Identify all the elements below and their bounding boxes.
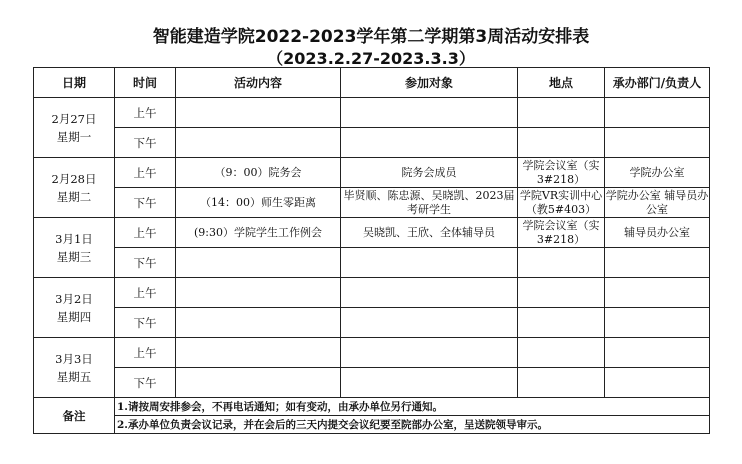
organizer-cell bbox=[605, 308, 710, 338]
location-cell bbox=[518, 338, 605, 368]
header-participants: 参加对象 bbox=[341, 68, 518, 98]
participants-cell bbox=[341, 308, 518, 338]
activity-cell bbox=[176, 128, 341, 158]
schedule-date-range: （2023.2.27-2023.3.3） bbox=[267, 49, 475, 68]
activity-cell bbox=[176, 368, 341, 398]
header-row bbox=[34, 68, 710, 98]
location-cell bbox=[518, 308, 605, 338]
activity-cell: (9:30）学院学生工作例会 bbox=[176, 218, 341, 248]
participants-cell bbox=[341, 128, 518, 158]
activity-cell bbox=[176, 278, 341, 308]
time-cell: 上午 bbox=[115, 98, 176, 128]
date-label: 3月3日 bbox=[55, 351, 93, 366]
header-location: 地点 bbox=[518, 68, 605, 98]
participants-cell: 毕贤顺、陈忠源、吴晓凯、2023届考研学生 bbox=[341, 188, 518, 218]
participants-cell: 院务会成员 bbox=[341, 158, 518, 188]
activity-cell bbox=[176, 308, 341, 338]
notes-label: 备注 bbox=[34, 398, 115, 434]
organizer-cell bbox=[605, 278, 710, 308]
time-cell: 下午 bbox=[115, 188, 176, 218]
header-date: 日期 bbox=[34, 68, 115, 98]
location-cell: 学院VR实训中心（教5#403） bbox=[518, 188, 605, 218]
location-cell bbox=[518, 248, 605, 278]
location-cell: 学院会议室（实3#218） bbox=[518, 158, 605, 188]
activity-cell bbox=[176, 98, 341, 128]
organizer-cell bbox=[605, 338, 710, 368]
time-cell: 下午 bbox=[115, 128, 176, 158]
date-label: 2月27日 bbox=[51, 111, 97, 126]
date-cell bbox=[34, 98, 115, 158]
notes-row bbox=[34, 416, 710, 434]
time-cell: 上午 bbox=[115, 338, 176, 368]
table-row bbox=[34, 218, 710, 248]
participants-cell bbox=[341, 278, 518, 308]
date-label: 3月1日 bbox=[55, 231, 93, 246]
location-cell bbox=[518, 278, 605, 308]
date-cell bbox=[34, 218, 115, 278]
location-cell bbox=[518, 368, 605, 398]
activity-cell: （14：00）师生零距离 bbox=[176, 188, 341, 218]
organizer-cell: 学院办公室 辅导员办公室 bbox=[605, 188, 709, 216]
date-cell bbox=[34, 338, 115, 398]
header-time: 时间 bbox=[115, 68, 176, 98]
header-organizer: 承办部门/负责人 bbox=[605, 68, 710, 98]
activity-cell bbox=[176, 248, 341, 278]
organizer-cell bbox=[605, 368, 710, 398]
table-row bbox=[34, 308, 710, 338]
date-label: 3月2日 bbox=[55, 291, 93, 306]
date-label: 2月28日 bbox=[51, 171, 97, 186]
time-cell: 下午 bbox=[115, 248, 176, 278]
weekday-label: 星期三 bbox=[56, 249, 92, 264]
weekday-label: 星期五 bbox=[56, 369, 92, 384]
organizer-cell bbox=[605, 248, 710, 278]
organizer-cell bbox=[605, 128, 710, 158]
activity-cell: （9：00）院务会 bbox=[176, 158, 341, 188]
table-row bbox=[34, 368, 710, 398]
table-row bbox=[34, 98, 710, 128]
participants-cell bbox=[341, 98, 518, 128]
weekday-label: 星期四 bbox=[56, 309, 92, 324]
organizer-cell: 学院办公室 bbox=[605, 158, 710, 188]
date-cell bbox=[34, 278, 115, 338]
participants-cell: 吴晓凯、王欣、全体辅导员 bbox=[341, 218, 518, 248]
schedule-table bbox=[33, 67, 710, 434]
time-cell: 下午 bbox=[115, 368, 176, 398]
location-cell: 学院会议室（实3#218） bbox=[518, 218, 605, 248]
time-cell: 上午 bbox=[115, 218, 176, 248]
table-row bbox=[34, 278, 710, 308]
header-activity: 活动内容 bbox=[176, 68, 341, 98]
table-row bbox=[34, 128, 710, 158]
weekday-label: 星期二 bbox=[56, 189, 92, 204]
table-row bbox=[34, 158, 710, 188]
note-line-2: 2.承办单位负责会议记录，并在会后的三天内提交会议纪要至院部办公室，呈送院领导审示。 bbox=[115, 416, 710, 434]
note-line-1: 1.请按周安排参会，不再电话通知；如有变动，由承办单位另行通知。 bbox=[115, 398, 710, 416]
schedule-title: 智能建造学院2022-2023学年第二学期第3周活动安排表 bbox=[152, 27, 590, 47]
organizer-cell bbox=[605, 98, 710, 128]
participants-cell bbox=[341, 248, 518, 278]
time-cell: 下午 bbox=[115, 308, 176, 338]
organizer-cell: 辅导员办公室 bbox=[605, 218, 710, 248]
weekday-label: 星期一 bbox=[56, 129, 92, 144]
time-cell: 上午 bbox=[115, 278, 176, 308]
participants-cell bbox=[341, 368, 518, 398]
table-row bbox=[34, 338, 710, 368]
activity-cell bbox=[176, 338, 341, 368]
table-row bbox=[34, 248, 710, 278]
location-cell bbox=[518, 98, 605, 128]
participants-cell bbox=[341, 338, 518, 368]
location-cell bbox=[518, 128, 605, 158]
date-cell bbox=[34, 158, 115, 218]
table-row bbox=[34, 188, 710, 218]
notes-row bbox=[34, 398, 710, 416]
time-cell: 上午 bbox=[115, 158, 176, 188]
